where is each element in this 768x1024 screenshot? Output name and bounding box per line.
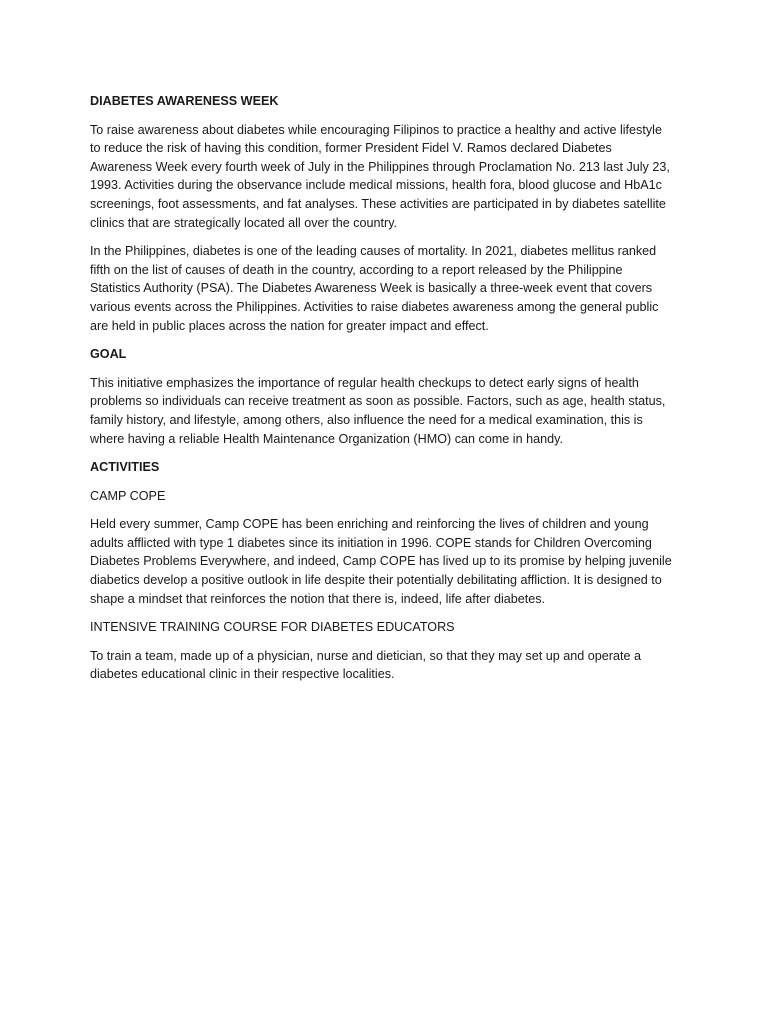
paragraph-line: clinics that are strategically located all over the country. [90, 215, 398, 230]
paragraph-line: family history, and lifestyle, among others, also influence the need for a medical examination, this is [90, 412, 643, 427]
document-page [90, 92, 680, 694]
paragraph-line: adults afflicted with type 1 diabetes since its initiation in 1996. COPE stands for Children Overcoming [90, 535, 652, 550]
heading-training-course: INTENSIVE TRAINING COURSE FOR DIABETES EDUCATORS [90, 620, 455, 635]
paragraph-line: shape a mindset that reinforces the notion that there is, indeed, life after diabetes. [90, 591, 546, 606]
paragraph-line: problems so individuals can receive treatment as soon as possible. Factors, such as age, health status, [90, 394, 666, 409]
paragraph-line: are held in public places across the nation for greater impact and effect. [90, 318, 489, 333]
paragraph-line: Diabetes Problems Everywhere, and indeed, Camp COPE has lived up to its promise by helping juvenile [90, 554, 672, 569]
paragraph-intro [90, 121, 680, 233]
heading-diabetes-awareness-week: DIABETES AWARENESS WEEK [90, 94, 279, 108]
paragraph-line: Awareness Week every fourth week of July in the Philippines through Proclamation No. 213 last July 23, [90, 159, 670, 174]
heading-activities: ACTIVITIES [90, 460, 160, 475]
paragraph-line: to reduce the risk of having this condition, former President Fidel V. Ramos declared Diabetes [90, 141, 612, 156]
paragraph-line: various events across the Philippines. Activities to raise diabetes awareness among the general public [90, 299, 659, 314]
paragraph-line: Held every summer, Camp COPE has been enriching and reinforcing the lives of children and young [90, 517, 649, 532]
paragraph-camp-cope [90, 515, 680, 608]
paragraph-line: screenings, foot assessments, and fat analyses. These activities are participated in by diabetes satellite [90, 196, 666, 211]
heading-camp-cope: CAMP COPE [90, 488, 166, 503]
paragraph-goal [90, 374, 680, 448]
paragraph-line: where having a reliable Health Maintenance Organization (HMO) can come in handy. [90, 431, 563, 446]
paragraph-mortality [90, 242, 680, 335]
paragraph-training-course [90, 647, 680, 684]
paragraph-line: In the Philippines, diabetes is one of the leading causes of mortality. In 2021, diabetes mellitus ranked [90, 244, 657, 259]
heading-goal: GOAL [90, 347, 127, 362]
paragraph-line: To raise awareness about diabetes while encouraging Filipinos to practice a healthy and active lifestyle [90, 122, 662, 137]
paragraph-line: Statistics Authority (PSA). The Diabetes Awareness Week is basically a three-week event that covers [90, 281, 653, 296]
paragraph-line: fifth on the list of causes of death in the country, according to a report released by the Philippine [90, 262, 623, 277]
paragraph-line: diabetics develop a positive outlook in life despite their potentially debilitating affliction. It is designed to [90, 573, 662, 588]
paragraph-line: diabetes educational clinic in their respective localities. [90, 667, 395, 682]
paragraph-line: 1993. Activities during the observance include medical missions, health fora, blood glucose and HbA1c [90, 178, 662, 193]
paragraph-line: To train a team, made up of a physician, nurse and dietician, so that they may set up and operate a [90, 648, 641, 663]
paragraph-line: This initiative emphasizes the importance of regular health checkups to detect early signs of health [90, 375, 639, 390]
